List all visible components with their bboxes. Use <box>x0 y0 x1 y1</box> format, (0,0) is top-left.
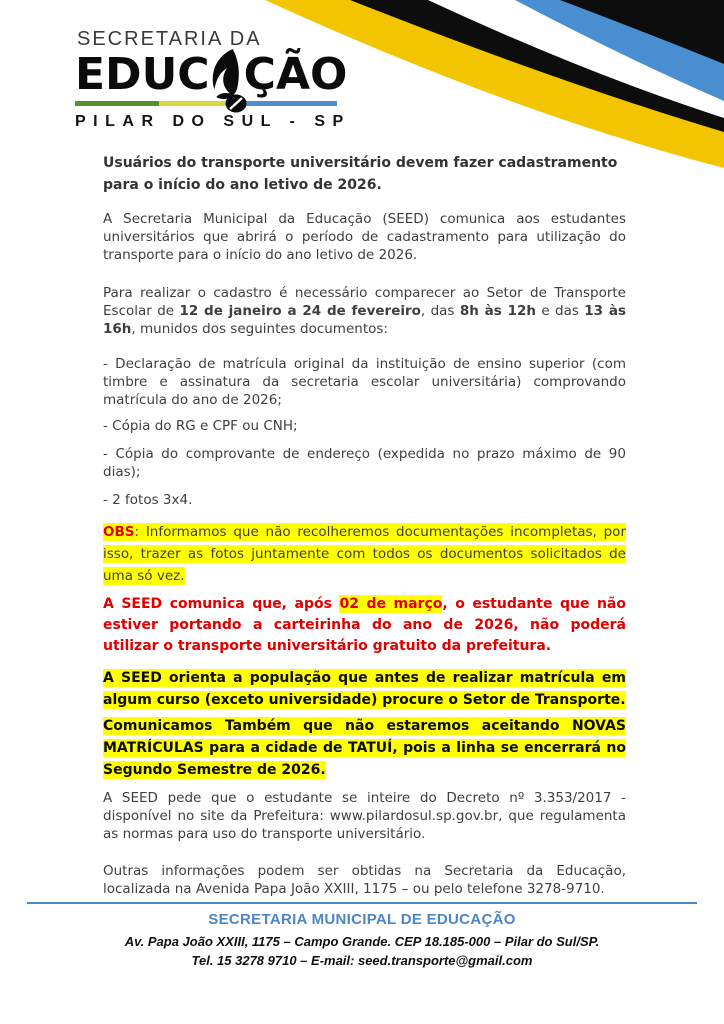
paragraph-intro: A Secretaria Municipal da Educação (SEED) comunica aos estudantes universitários que abrirá o período de cadastramento para utilização do transporte para o início do ano letivo de 2026. <box>103 211 626 263</box>
deadline-date-highlight: 02 de março <box>339 596 443 612</box>
education-secretary-logo <box>75 28 351 131</box>
logo-title-right: ÇÃO <box>243 49 348 100</box>
footer <box>0 896 724 970</box>
logo-city-label: PILAR DO SUL - SP <box>75 112 351 130</box>
obs-note <box>103 521 626 587</box>
footer-title: SECRETARIA MUNICIPAL DE EDUCAÇÃO <box>208 911 516 928</box>
announcement-title: Usuários do transporte universitário devem fazer cadastramento para o início do ano letivo de 2026. <box>103 155 618 193</box>
paragraph-decree: A SEED pede que o estudante se inteire do Decreto nº 3.353/2017 - disponível no site da Prefeitura: www.pilardosul.sp.gov.br, que regulamenta as normas para uso do transporte universitário. <box>103 790 626 842</box>
logo-subtitle: SECRETARIA DA <box>77 28 262 50</box>
schedule-afternoon-hours: 13 às 16h <box>103 303 626 337</box>
highlight-guidance: A SEED orienta a população que antes de realizar matrícula em algum curso (exceto universidade) procure o Setor de Transporte. <box>103 670 626 708</box>
obs-highlight <box>103 523 626 585</box>
schedule-dates: 12 de janeiro a 24 de fevereiro <box>179 303 421 319</box>
paragraph-more-info: Outras informações podem ser obtidas na Secretaria da Educação, localizada na Avenida Papa João XXIII, 1175 – ou pelo telefone 3278-9710. <box>103 863 626 897</box>
schedule-morning-hours: 8h às 12h <box>459 303 536 319</box>
obs-label: OBS <box>103 524 135 540</box>
announcement-body <box>103 152 626 898</box>
paragraph-schedule: Para realizar o cadastro é necessário comparecer ao Setor de Transporte Escolar de 12 de janeiro a 24 de fevereiro, das 8h às 12h e das 13 às 16h, munidos dos seguintes documentos: <box>103 285 626 337</box>
document-list-item-address: - Cópia do comprovante de endereço (expedida no prazo máximo de 90 dias); <box>103 446 626 480</box>
logo-title-left: EDUC <box>75 49 210 100</box>
schedule-text: Para realizar o cadastro é necessário comparecer ao Setor de Transporte Escolar de <box>103 285 626 319</box>
document-list-item-enrollment: - Declaração de matrícula original da instituição de ensino superior (com timbre e assinatura da secretaria escolar universitária) comprovando matrícula do ano de 2026; <box>103 356 626 408</box>
pen-nib-icon <box>224 93 248 114</box>
footer-contact: Tel. 15 3278 9710 – E-mail: seed.transporte@gmail.com <box>191 953 533 968</box>
highlight-tatui-notice: Comunicamos Também que não estaremos aceitando NOVAS MATRÍCULAS para a cidade de TATUÍ, pois a linha se encerrará no Segundo Semestre de 2026. <box>103 718 626 778</box>
bar-green-segment <box>75 101 159 106</box>
deadline-warning: A SEED comunica que, após 02 de março, o estudante que não estiver portando a carteirinha do ano de 2026, não poderá utilizar o transporte universitário gratuito da prefeitura. <box>103 596 626 654</box>
document-list-item-photos: - 2 fotos 3x4. <box>103 492 193 508</box>
logo-tricolor-bar <box>75 101 337 106</box>
logo-title <box>75 51 351 99</box>
document-list-item-id: - Cópia do RG e CPF ou CNH; <box>103 418 298 434</box>
footer-address: Av. Papa João XXIII, 1175 – Campo Grande. CEP 18.185-000 – Pilar do Sul/SP. <box>124 934 600 949</box>
bar-blue-segment <box>235 101 337 106</box>
obs-text: : Informamos que não recolheremos documentações incompletas, por isso, trazer as fotos juntamente com todos os documentos solicitados de uma só vez. <box>103 524 626 584</box>
footer-divider <box>27 902 697 904</box>
